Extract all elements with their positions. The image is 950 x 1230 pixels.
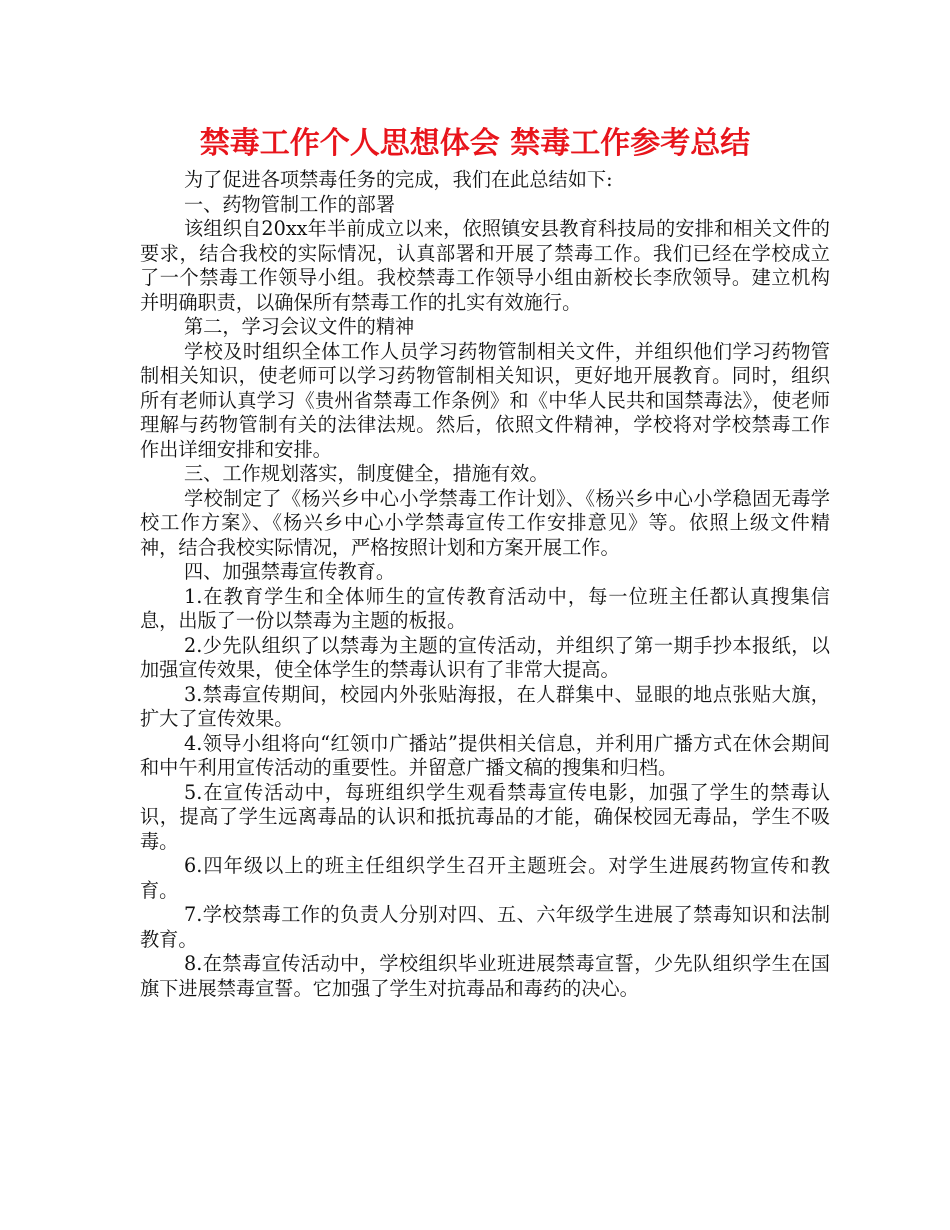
list-item-7: 7.学校禁毒工作的负责人分别对四、五、六年级学生进展了禁毒知识和法制教育。 xyxy=(140,903,830,951)
document-body xyxy=(140,168,830,1001)
document-title: 禁毒工作个人思想体会 禁毒工作参考总结 xyxy=(199,126,751,161)
paragraph-section-2: 学校及时组织全体工作人员学习药物管制相关文件，并组织他们学习药物管制相关知识，使老师可以学习药物管制相关知识，更好地开展教育。同时，组织所有老师认真学习《贵州省禁毒工作条例》和《中华人民共和国禁毒法》，使老师理解与药物管制有关的法律法规。然后，依照文件精神，学校将对学校禁毒工作作出详细安排和安排。 xyxy=(140,339,830,461)
paragraph-section-3: 学校制定了《杨兴乡中心小学禁毒工作计划》、《杨兴乡中心小学稳固无毒学校工作方案》、《杨兴乡中心小学禁毒宣传工作安排意见》等。依照上级文件精神，结合我校实际情况，严格按照计划和方案开展工作。 xyxy=(140,486,830,559)
list-item-4: 4.领导小组将向“红领巾广播站”提供相关信息，并利用广播方式在休会期间和中午利用宣传活动的重要性。并留意广播文稿的搜集和归档。 xyxy=(140,731,830,779)
paragraph-intro: 为了促进各项禁毒任务的完成，我们在此总结如下: xyxy=(184,168,613,191)
list-item-5: 5.在宣传活动中，每班组织学生观看禁毒宣传电影，加强了学生的禁毒认识，提高了学生远离毒品的认识和抵抗毒品的才能，确保校园无毒品，学生不吸毒。 xyxy=(140,780,830,853)
list-item-1: 1.在教育学生和全体师生的宣传教育活动中，每一位班主任都认真搜集信息，出版了一份以禁毒为主题的板报。 xyxy=(140,584,830,632)
heading-section-1: 一、药物管制工作的部署 xyxy=(184,192,396,216)
list-item-6: 6.四年级以上的班主任组织学生召开主题班会。对学生进展药物宣传和教育。 xyxy=(140,854,830,902)
paragraph-section-1: 该组织自20xx年半前成立以来，依照镇安县教育科技局的安排和相关文件的要求，结合我校的实际情况，认真部署和开展了禁毒工作。我们已经在学校成立了一个禁毒工作领导小组。我校禁毒工作领导小组由新校长李欣领导。建立机构并明确职责，以确保所有禁毒工作的扎实有效施行。 xyxy=(140,217,830,314)
list-item-8: 8.在禁毒宣传活动中，学校组织毕业班进展禁毒宣誓，少先队组织学生在国旗下进展禁毒宣誓。它加强了学生对抗毒品和毒药的决心。 xyxy=(140,952,830,1000)
heading-section-2: 第二，学习会议文件的精神 xyxy=(184,315,415,338)
heading-section-4: 四、加强禁毒宣传教育。 xyxy=(184,560,396,583)
list-item-3: 3.禁毒宣传期间，校园内外张贴海报，在人群集中、显眼的地点张贴大旗，扩大了宣传效果。 xyxy=(140,682,830,730)
list-item-2: 2.少先队组织了以禁毒为主题的宣传活动，并组织了第一期手抄本报纸，以加强宣传效果，使全体学生的禁毒认识有了非常大提高。 xyxy=(140,633,830,681)
heading-section-3: 三、工作规划落实，制度健全，措施有效。 xyxy=(184,462,549,485)
